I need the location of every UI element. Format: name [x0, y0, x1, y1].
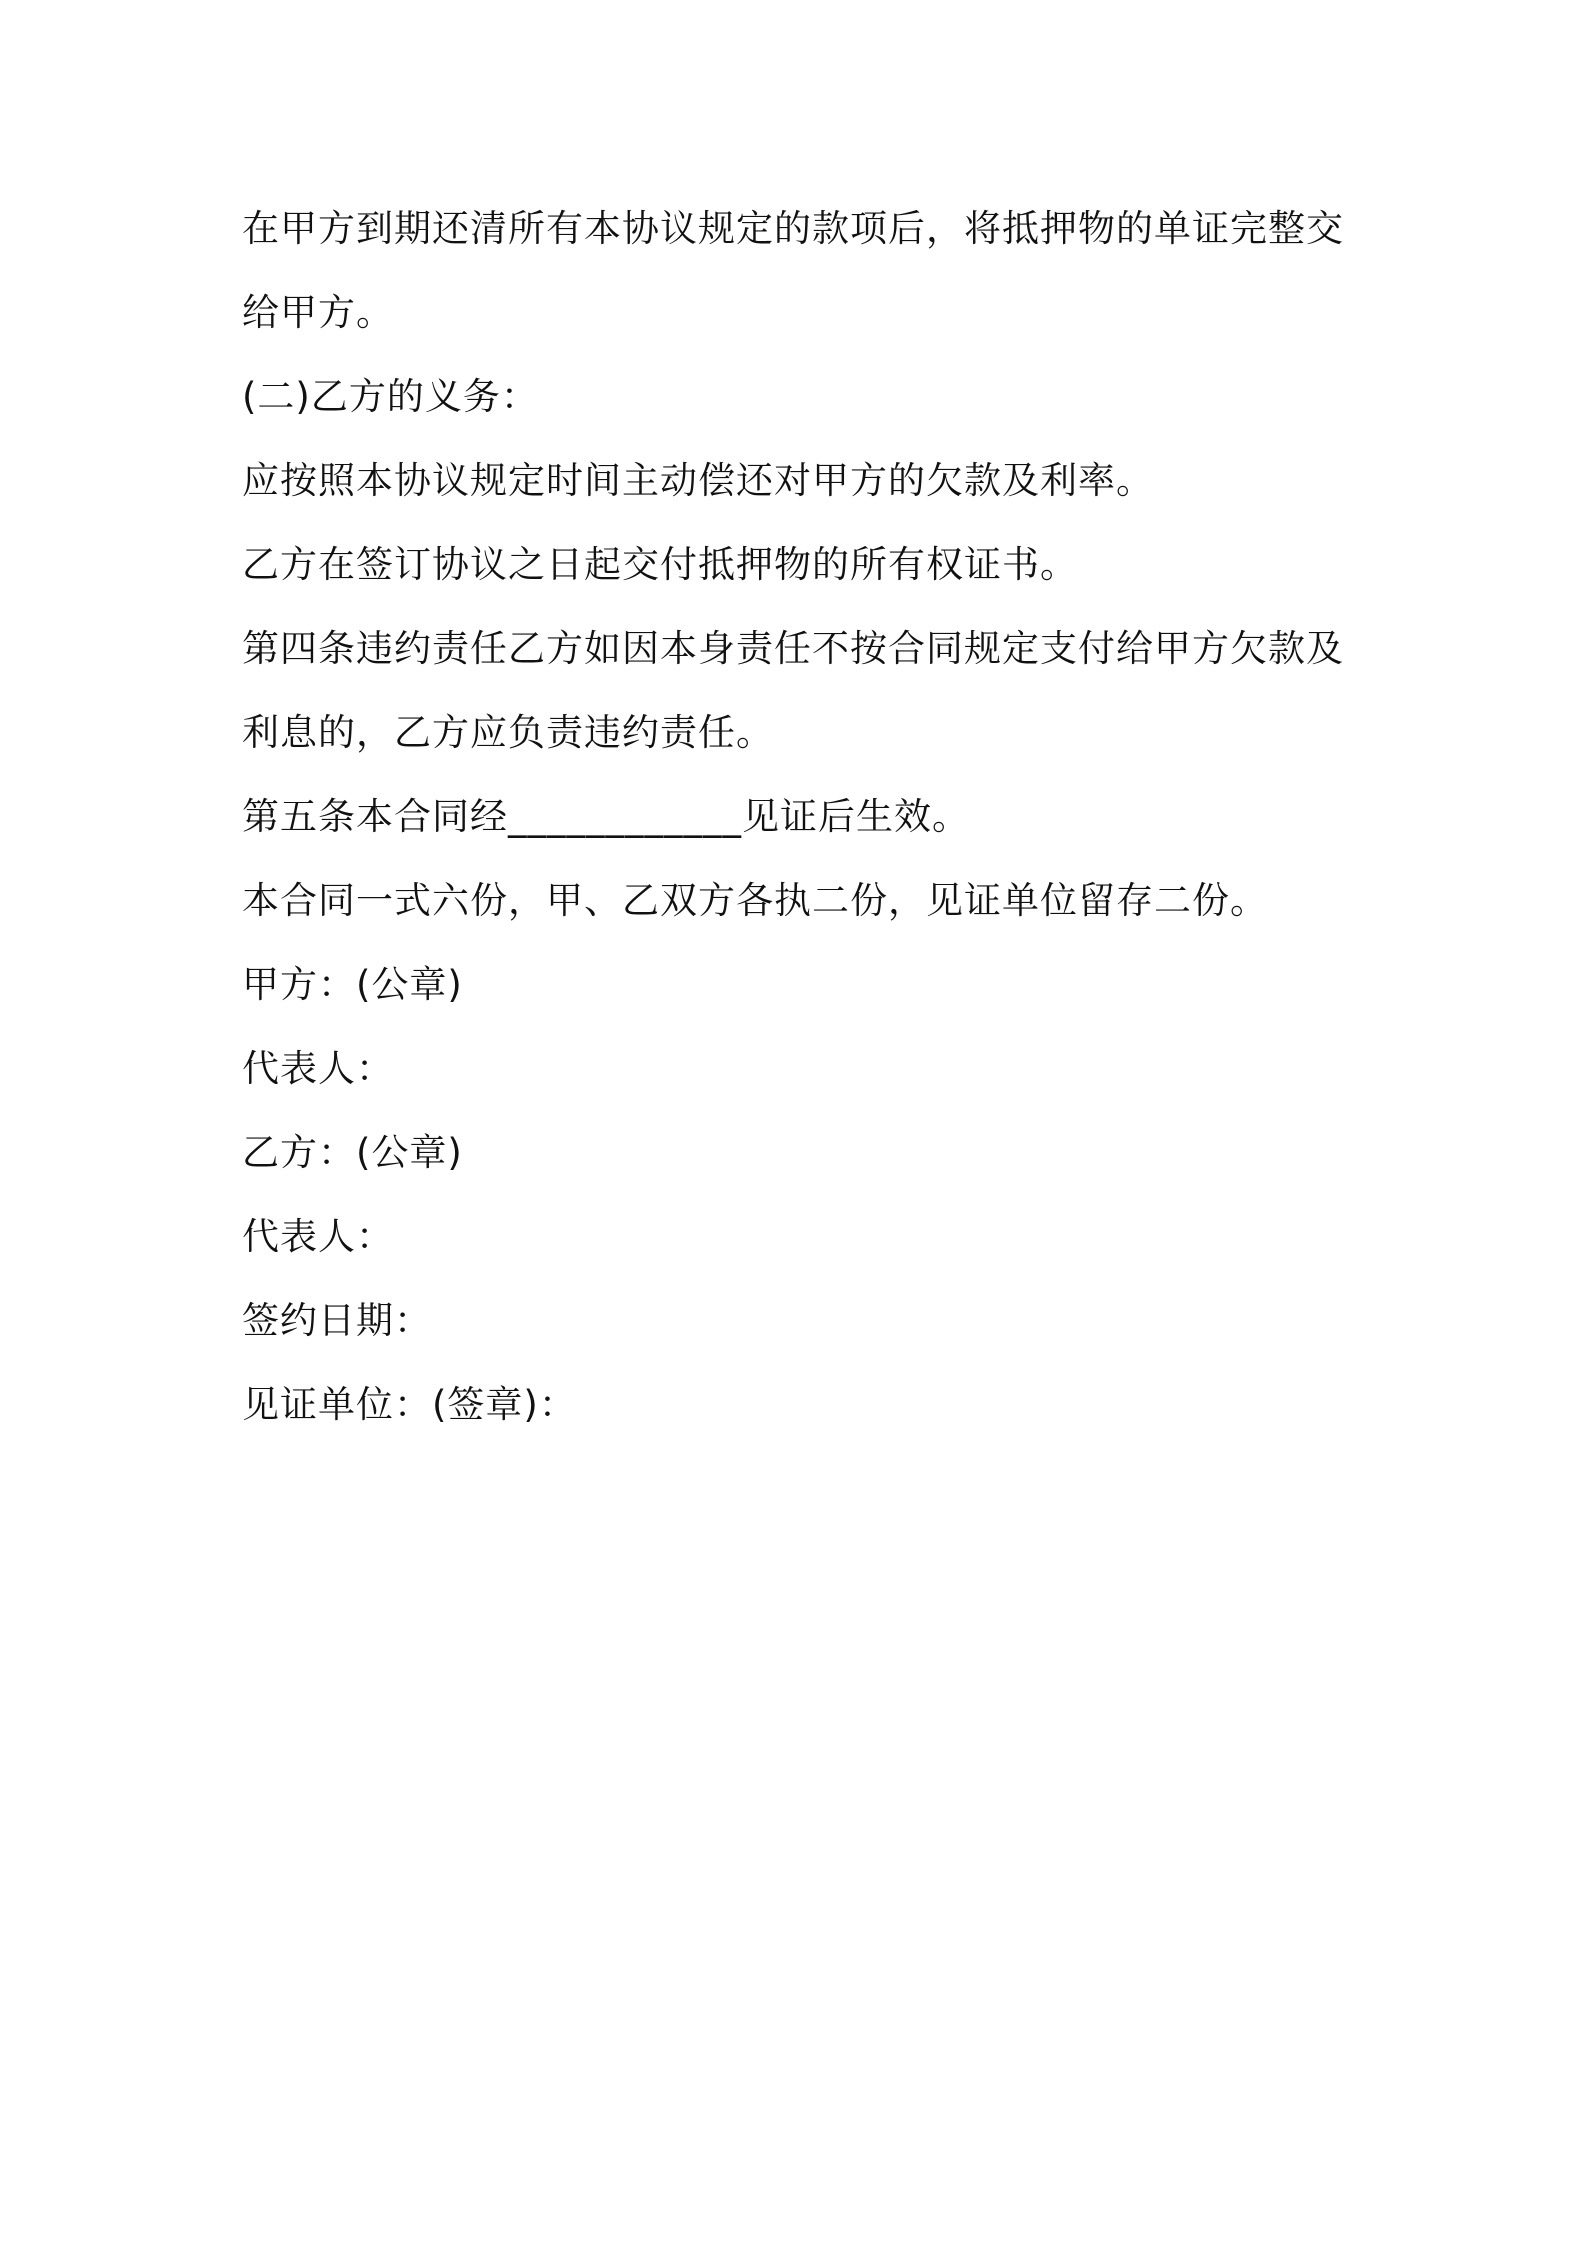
paragraph-repayment-obligation: 应按照本协议规定时间主动偿还对甲方的欠款及利率。: [242, 459, 1154, 502]
paragraph-deliver-ownership-certificate: 乙方在签订协议之日起交付抵押物的所有权证书。: [242, 543, 1078, 586]
paragraph-copies: 本合同一式六份，甲、乙双方各执二份，见证单位留存二份。: [242, 879, 1268, 922]
paragraph-article-4-liability: 第四条违约责任乙方如因本身责任不按合同规定支付给甲方欠款及利息的，乙方应负责违约责任。: [242, 627, 1344, 754]
signature-sign-date: 签约日期：: [242, 1299, 432, 1342]
paragraph-article-5-effectiveness: 第五条本合同经____________见证后生效。: [242, 795, 970, 838]
signature-party-a: 甲方：(公章): [242, 963, 463, 1006]
signature-party-a-representative: 代表人：: [242, 1047, 394, 1090]
signature-witness-unit: 见证单位：(签章)：: [242, 1383, 577, 1426]
paragraph-party-a-collateral-return: 在甲方到期还清所有本协议规定的款项后，将抵押物的单证完整交给甲方。: [242, 207, 1344, 334]
signature-party-b-representative: 代表人：: [242, 1215, 394, 1258]
heading-party-b-obligations: (二)乙方的义务：: [242, 375, 539, 418]
signature-party-b: 乙方：(公章): [242, 1131, 463, 1174]
